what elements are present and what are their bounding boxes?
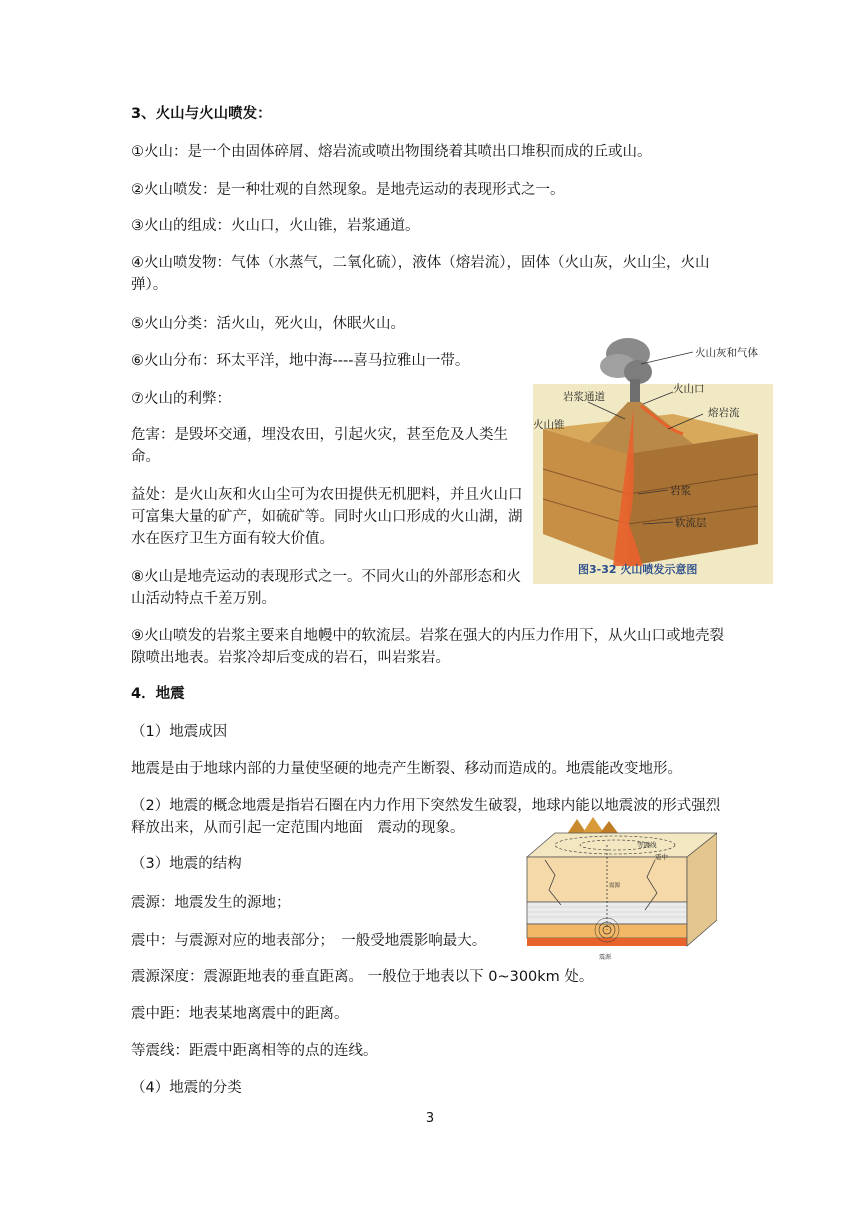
volcano-harm: 危害：是毁坏交通，埋没农田，引起火灾，甚至危及人类生命。 bbox=[131, 427, 508, 465]
section-heading-volcano: 3、火山与火山喷发： bbox=[131, 106, 272, 122]
volcano-item-6: ⑥火山分布：环太平洋，地中海----喜马拉雅山一带。 bbox=[131, 353, 470, 369]
label-isoseismal: 等震线 bbox=[637, 841, 657, 849]
quake-subheading-4: （4）地震的分类 bbox=[131, 1080, 242, 1096]
earthquake-diagram bbox=[525, 815, 717, 962]
volcano-item-1: ①火山：是一个由固体碎屑、熔岩流或喷出物围绕着其喷出口堆积而成的丘或山。 bbox=[131, 144, 652, 160]
label-lava-flow: 熔岩流 bbox=[708, 407, 740, 419]
quake-focus: 震源：地震发生的源地； bbox=[131, 895, 291, 911]
volcano-item-7: ⑦火山的利弊： bbox=[131, 391, 231, 407]
volcano-item-8: ⑧火山是地壳运动的表现形式之一。不同火山的外部形态和火山活动特点千差万别。 bbox=[131, 569, 521, 607]
quake-depth: 震源深度：震源距地表的垂直距离。 一般位于地表以下 0~300km 处。 bbox=[131, 969, 594, 985]
volcano-item-5: ⑤火山分类：活火山，死火山，休眠火山。 bbox=[131, 316, 405, 332]
label-conduit: 岩浆通道 bbox=[563, 391, 605, 403]
quake-distance: 震中距：地表某地离震中的距离。 bbox=[131, 1006, 349, 1022]
label-crater: 火山口 bbox=[673, 383, 705, 395]
label-focus-mark: 震源 bbox=[609, 883, 621, 889]
volcano-item-3: ③火山的组成：火山口，火山锥，岩浆通道。 bbox=[131, 218, 420, 234]
quake-subheading-3: （3）地震的结构 bbox=[131, 856, 242, 872]
label-magma: 岩浆 bbox=[670, 485, 691, 497]
quake-isoseismal: 等震线：距震中距离相等的点的连线。 bbox=[131, 1043, 378, 1059]
quake-subheading-1: （1）地震成因 bbox=[131, 724, 228, 740]
quake-epicenter: 震中：与震源对应的地表部分； 一般受地震影响最大。 bbox=[131, 933, 487, 949]
quake-cause: 地震是由于地球内部的力量使坚硬的地壳产生断裂、移动而造成的。地震能改变地形。 bbox=[131, 761, 682, 777]
section-heading-earthquake: 4．地震 bbox=[131, 686, 185, 702]
quake-concept: （2）地震的概念地震是指岩石圈在内力作用下突然发生破裂，地球内能以地震波的形式强烈释放出来，从而引起一定范围内地面 震动的现象。 bbox=[131, 798, 721, 836]
label-focus: 震源 bbox=[599, 954, 612, 961]
label-epicenter: 震中 bbox=[655, 853, 668, 861]
page-number: 3 bbox=[425, 1111, 435, 1126]
label-ash-gas: 火山灰和气体 bbox=[695, 347, 758, 359]
volcano-item-2: ②火山喷发：是一种壮观的自然现象。是地壳运动的表现形式之一。 bbox=[131, 182, 565, 198]
volcano-item-9: ⑨火山喷发的岩浆主要来自地幔中的软流层。岩浆在强大的内压力作用下，从火山口或地壳裂隙喷出地表。岩浆冷却后变成的岩石，叫岩浆岩。 bbox=[131, 628, 724, 666]
volcano-diagram bbox=[533, 334, 773, 584]
label-cone: 火山锥 bbox=[533, 419, 565, 431]
figure-caption: 图3-32 火山喷发示意图 bbox=[578, 563, 698, 576]
volcano-item-4: ④火山喷发物：气体（水蒸气，二氧化硫），液体（熔岩流），固体（火山灰，火山尘，火山弹）。 bbox=[131, 255, 710, 293]
label-asthenosphere: 软流层 bbox=[675, 517, 707, 529]
volcano-benefit: 益处：是火山灰和火山尘可为农田提供无机肥料，并且火山口可富集大量的矿产，如硫矿等。同时火山口形成的火山湖，湖水在医疗卫生方面有较大价值。 bbox=[131, 487, 523, 547]
